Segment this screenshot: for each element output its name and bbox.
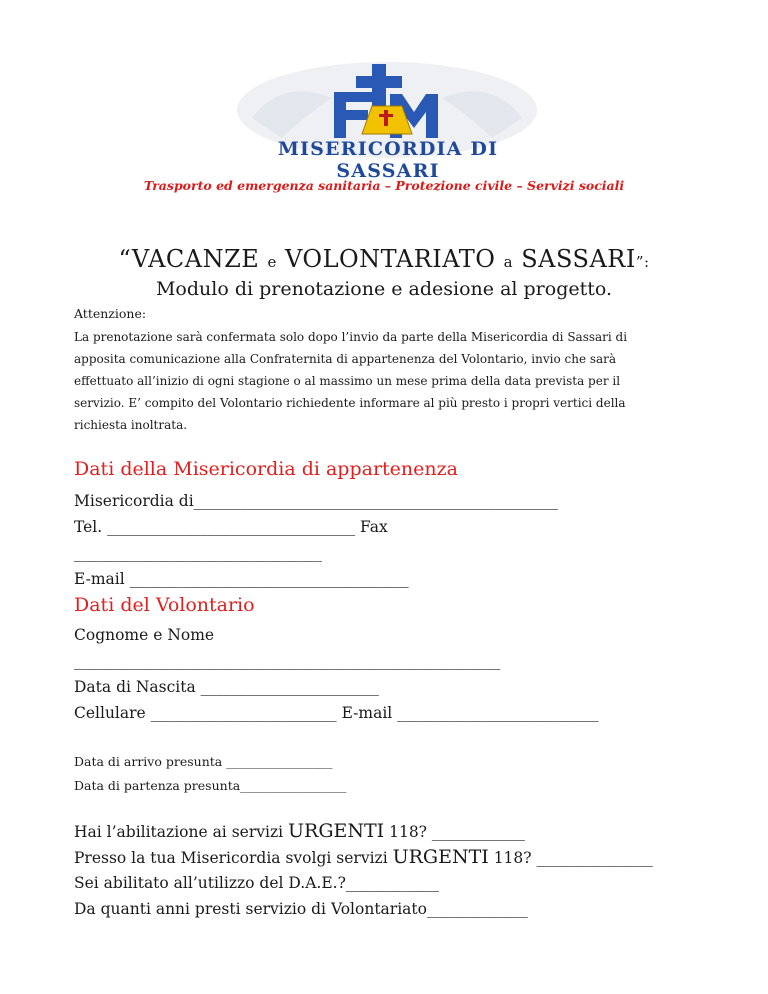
title-close-quote: ”: (635, 253, 650, 271)
tagline: Trasporto ed emergenza sanitaria – Protezione civile – Servizi sociali (143, 178, 625, 193)
page-subtitle: Modulo di prenotazione e adesione al progetto. (155, 278, 613, 300)
question-anni-servizio[interactable]: Da quanti anni presti servizio di Volontariato_____________ (74, 900, 528, 918)
section-heading-volontario: Dati del Volontario (74, 594, 255, 616)
q1-urgenti: URGENTI (288, 820, 385, 842)
page-title (0, 245, 768, 273)
field-cellulare-email[interactable]: Cellulare ________________________ E-mail __________________________ (74, 704, 599, 722)
field-tel-fax[interactable]: Tel. ________________________________ Fax (74, 518, 388, 536)
field-label-cognome-nome: Cognome e Nome (74, 626, 215, 644)
title-volontariato: VOLONTARIATO (284, 245, 496, 273)
section-heading-misericordia: Dati della Misericordia di appartenenza (74, 458, 458, 480)
field-cognome-nome[interactable]: _______________________________________________________ (74, 652, 501, 670)
title-sassari: SASSARI (521, 245, 636, 273)
q1-answer-line: 118? ____________ (384, 823, 525, 841)
title-conj-e: e (267, 253, 277, 271)
notice-heading: Attenzione: (74, 306, 147, 321)
title-vacanze: VACANZE (131, 245, 260, 273)
field-misericordia-name[interactable]: Misericordia di_______________________________________________ (74, 492, 558, 510)
q2-text: Presso la tua Misericordia svolgi servizi (74, 849, 393, 867)
question-servizi-urgenti[interactable] (74, 846, 653, 868)
field-data-nascita[interactable]: Data di Nascita _______________________ (74, 678, 379, 696)
field-data-partenza[interactable]: Data di partenza presunta_________________ (74, 778, 347, 793)
q2-answer-line: 118? _______________ (488, 849, 653, 867)
field-data-arrivo[interactable]: Data di arrivo presunta _________________ (74, 754, 333, 769)
q2-urgenti: URGENTI (392, 846, 489, 868)
title-open-quote: “ (118, 245, 132, 273)
field-email-misericordia[interactable]: E-mail ____________________________________ (74, 570, 409, 588)
title-conj-a: a (503, 253, 514, 271)
field-fax-line[interactable]: ________________________________ (74, 544, 322, 562)
logo-wordmark: MISERICORDIA DI SASSARI (277, 138, 499, 182)
q1-text: Hai l’abilitazione ai servizi (74, 823, 288, 841)
notice-body: La prenotazione sarà confermata solo dopo l’invio da parte della Misericordia di Sassari di apposita comunicazione alla Confraternita di appartenenza del Volontario, invio che sarà effettuato all’inizio di ogni stagione o al massimo un mese prima della data prevista per il servizio. E’ compito del Volontario richiedente informare al più presto i propri vertici della richiesta inoltrata. (74, 330, 628, 432)
question-dae[interactable]: Sei abilitato all’utilizzo del D.A.E.?____________ (74, 874, 439, 892)
question-abilitazione-urgenti[interactable] (74, 820, 525, 842)
